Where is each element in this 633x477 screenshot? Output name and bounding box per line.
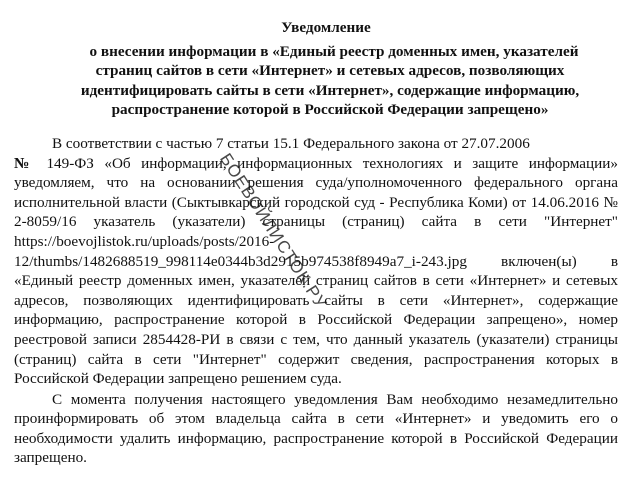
notice-subtitle-line-1: о внесении информации в «Единый реестр доменных имен, указателей — [89, 42, 579, 60]
notice-subtitle-line-3: идентифицировать сайты в сети «Интернет», содержащие информацию, — [80, 81, 580, 99]
paragraph-1-rest: 149-ФЗ «Об информации, информационных технологиях и защите информации» уведомляем, что на основании решения суда/уполномоченного федерального органа исполнительной власти (Сыктывкарский городской суд - Республика Коми) от 14.06.2016 № 2-8059/16 указатель (указатели) страницы (страниц) сайта в сети "Интернет" https://boevojlistok.ru/uploads/posts/2016-12/thumbs/1482688519_998114e0344b3d2915b974538f8949a7_i-243.jpg включен(ы) в «Единый реестр доменных имен, указателей страниц сайтов в сети «Интернет» и сетевых адресов, позволяющих идентифицировать сайты в сети «Интернет», содержащие информацию, распространение которой в Российской Федерации запрещено», номер реестровой записи 2854428-РИ в связи с тем, что данный указатель (указатели) страницы (страниц) сайта в сети "Интернет" содержит сведения, распространения которых в Российской Федерации запрещено решением суда. — [14, 154, 618, 388]
notice-body — [14, 134, 618, 468]
notice-paragraph-1 — [14, 134, 618, 389]
number-sign: № — [14, 154, 36, 172]
notice-subtitle-line-2: страниц сайтов в сети «Интернет» и сетевых адресов, позволяющих — [95, 62, 565, 80]
paragraph-1-lead: В соответствии с частью 7 статьи 15.1 Федерального закона от 27.07.2006 — [52, 134, 530, 152]
notice-paragraph-2: С момента получения настоящего уведомления Вам необходимо незамедлительно проинформировать об этом владельца сайта в сети «Интернет» и уведомить его о необходимости удалить информацию, распространение которой в Российской Федерации запрещено. — [14, 390, 618, 467]
watermark-text: БОЕВОЙЛИСТОК.РУ — [216, 150, 331, 313]
notice-heading — [14, 18, 618, 120]
notice-subtitle-line-4: распространение которой в Российской Федерации запрещено» — [111, 101, 549, 119]
notice-document — [14, 18, 618, 468]
notice-title: Уведомление — [281, 19, 371, 36]
